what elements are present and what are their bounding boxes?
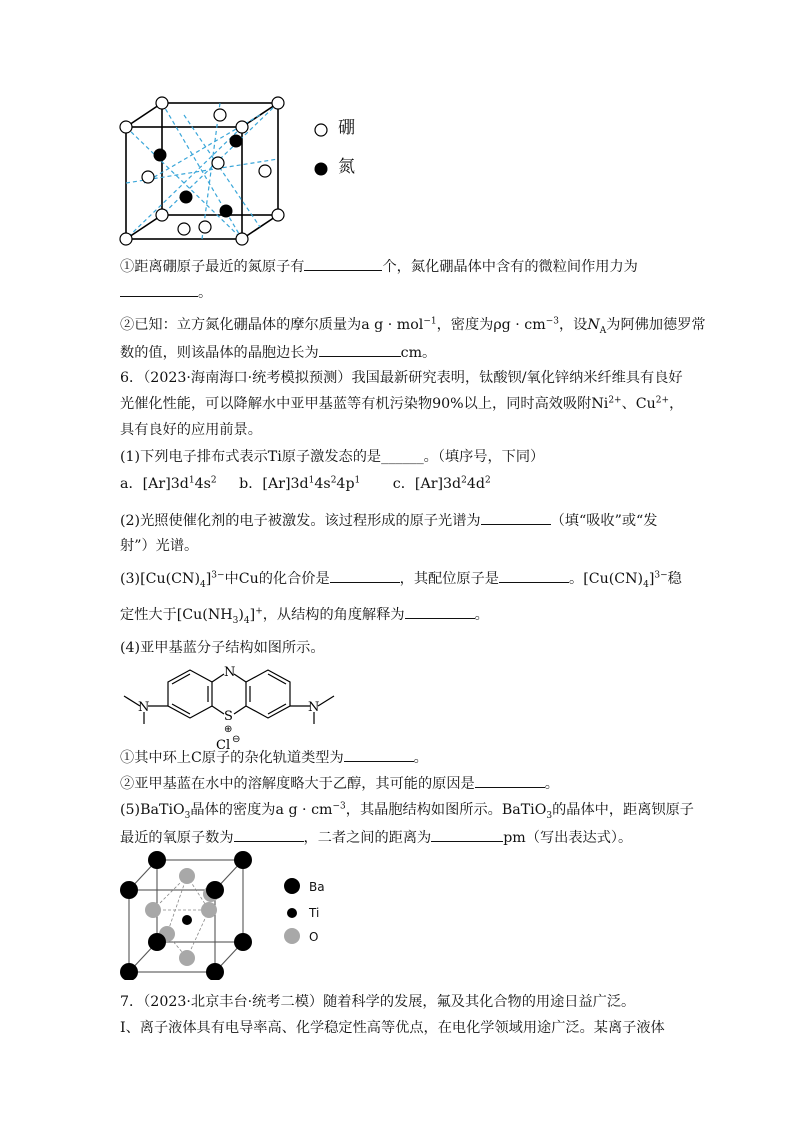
q6-part4-2: ②亚甲基蓝在水中的溶解度略大于乙醇，其可能的原因是 。 [120, 773, 559, 794]
batio3-cell-figure [115, 850, 255, 980]
q5-line2: ②已知：立方氮化硼晶体的摩尔质量为a g · mol$^{-1}$，密度为$\rho g \cdot cm^{-3}$，设$N_A$为阿佛加德罗常 [120, 316, 706, 336]
answer-blank[interactable] [499, 568, 569, 583]
q5-line3: 数的值，则该晶体的晶胞边长为 cm。 [120, 342, 436, 363]
boron-nitride-cell-figure [110, 95, 370, 250]
option-c[interactable]: c．$[Ar]3d^24d^2$ [392, 475, 491, 492]
answer-blank[interactable] [481, 510, 551, 525]
o-legend-icon [283, 927, 301, 945]
q6-part3-line2: 定性大于$[Cu(NH_3)_4]^+$，从结构的角度解释为 。 [120, 604, 489, 625]
answer-blank[interactable] [304, 256, 382, 271]
answer-blank[interactable] [319, 342, 401, 357]
q6-part3-line1: $(3)[Cu(CN)_4]^{3-}$中Cu的化合价是 ，其配位原子是 。$[Cu(CN)_4]^{3-}$稳 [120, 568, 682, 589]
nitrogen-legend-icon [313, 161, 329, 177]
nitrogen-atoms [154, 135, 243, 218]
ti-legend-icon [283, 904, 301, 922]
q6-part2-line2: 射”）光谱。 [120, 538, 199, 554]
mol-plus-charge: ⊕ [224, 724, 233, 735]
q6-part5-line1: (5)BaTiO$_3$晶体的密度为a $g \cdot cm^{-3}$，其晶胞结构如图所示。BaTiO$_3$的晶体中，距离钡原子 [120, 801, 694, 821]
answer-blank[interactable] [405, 604, 475, 619]
q6-part2-line1: (2)光照使催化剂的电子被激发。该过程形成的原子光谱为 （填“吸收”或“发 [120, 510, 658, 531]
mol-atom-n-right: N [308, 700, 320, 715]
q7-intro-line1: 7．（2023·北京丰台·统考二模）随着科学的发展，氟及其化合物的用途日益广泛。 [120, 994, 636, 1010]
mol-atom-s: S [224, 709, 233, 724]
q6-intro-line3: 具有良好的应用前景。 [120, 422, 262, 438]
answer-blank[interactable] [330, 568, 400, 583]
q6-part4: (4)亚甲基蓝分子结构如图所示。 [120, 640, 325, 656]
mol-chloride: Cl [216, 738, 231, 753]
q6-options [120, 474, 491, 494]
option-b[interactable]: b．$[Ar]3d^14s^24p^1$ [239, 475, 361, 492]
answer-blank[interactable] [234, 827, 304, 842]
ti-legend-label: Ti [309, 906, 320, 920]
mol-atom-n: N [224, 665, 236, 680]
mol-minus-charge: ⊖ [232, 734, 241, 745]
methylene-blue-structure [118, 660, 338, 755]
q6-part5-line2: 最近的氧原子数为 ，二者之间的距离为 pm（写出表达式）。 [120, 827, 632, 848]
q6-part4-1: ①其中环上C原子的杂化轨道类型为 。 [120, 747, 428, 768]
q6-intro-line1: 6．（2023·海南海口·统考模拟预测）我国最新研究表明，钛酸钡/氧化锌纳米纤维具有良好 [120, 370, 683, 386]
q6-part1: (1)下列电子排布式表示Ti原子激发态的是______。（填序号，下同） [120, 449, 545, 465]
mol-atom-n-left: N [138, 700, 150, 715]
q7-intro-line2: Ⅰ、离子液体具有电导率高、化学稳定性高等优点，在电化学领域用途广泛。某离子液体 [120, 1020, 665, 1036]
answer-blank[interactable] [344, 747, 414, 762]
o-atoms [145, 868, 219, 966]
q6-intro-line2: 光催化性能，可以降解水中亚甲基蓝等有机污染物90%以上，同时高效吸附$Ni^{2+}$、$Cu^{2+}$， [120, 395, 684, 412]
o-legend-label: O [309, 930, 319, 944]
nitrogen-legend-label: 氮 [338, 157, 355, 177]
ba-legend-label: Ba [309, 880, 325, 894]
ba-legend-icon [283, 877, 301, 895]
option-a[interactable]: a．$[Ar]3d^14s^2$ [120, 475, 217, 492]
q5-line1: ①距离硼原子最近的氮原子有 个，氮化硼晶体中含有的微粒间作用力为 [120, 256, 638, 277]
q5-line1-cont: 。 [120, 282, 212, 303]
answer-blank[interactable] [475, 773, 545, 788]
ti-atom [182, 915, 192, 925]
answer-blank[interactable] [120, 282, 198, 297]
answer-blank[interactable] [431, 827, 503, 842]
boron-legend-label: 硼 [338, 118, 355, 138]
boron-legend-icon [313, 122, 329, 138]
